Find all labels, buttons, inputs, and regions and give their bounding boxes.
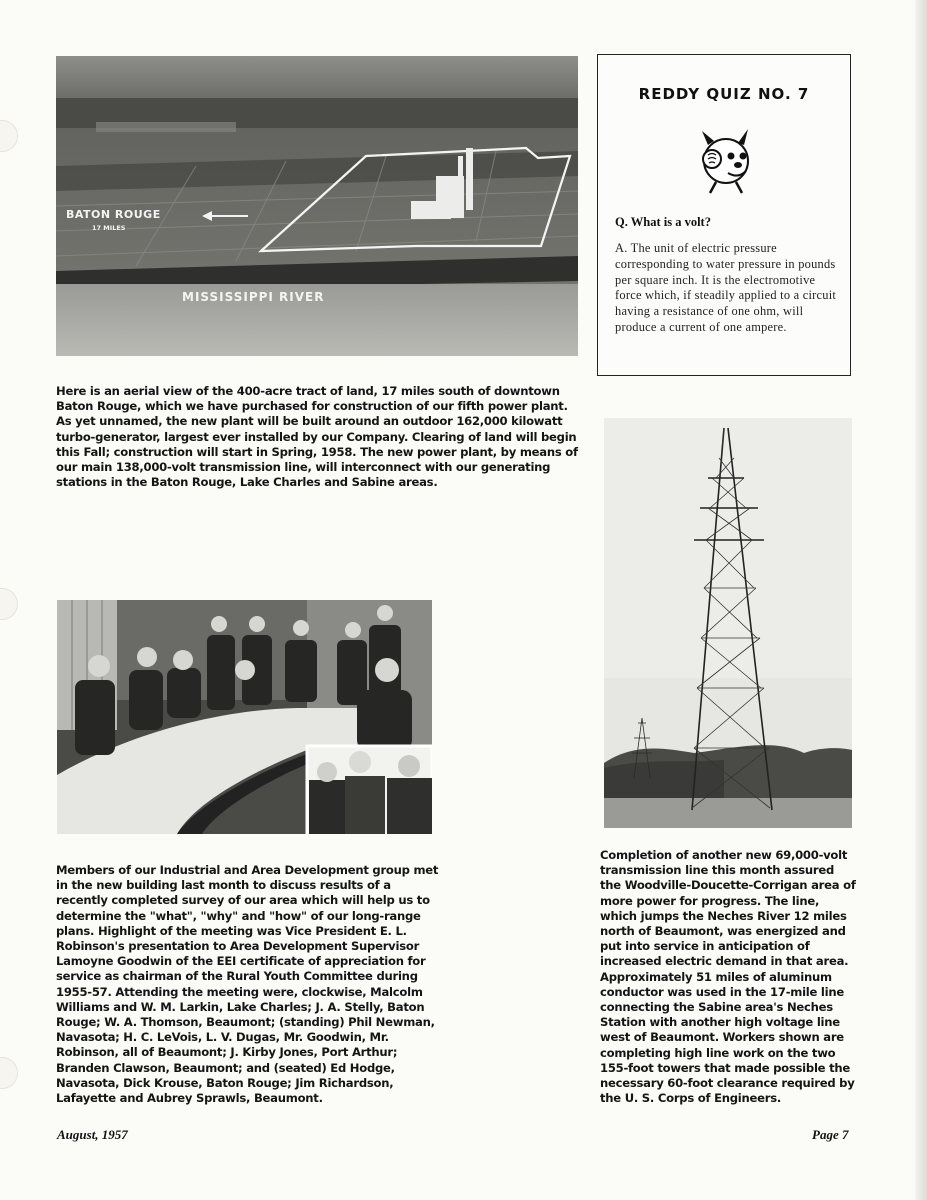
reddy-kilowatt-icon bbox=[686, 125, 766, 195]
tower-photo bbox=[604, 418, 852, 828]
quiz-answer: A. The unit of electric pressure corresponding to water pressure in pounds per square inch. It is the electromotive force which, if steadily applied to a circuit having a resistance of one ohm, will produce a current of one ampere. bbox=[615, 241, 837, 334]
quiz-question: Q. What is a volt? bbox=[615, 215, 711, 229]
binder-hole bbox=[0, 120, 18, 152]
issue-date: August, 1957 bbox=[57, 1127, 128, 1142]
label-distance: 17 MILES bbox=[92, 224, 126, 232]
aerial-photo-image bbox=[56, 56, 578, 356]
label-baton-rouge: BATON ROUGE bbox=[66, 208, 161, 221]
meeting-photo bbox=[57, 600, 432, 834]
binder-hole bbox=[0, 1057, 18, 1089]
binder-hole bbox=[0, 588, 18, 620]
page-number: Page 7 bbox=[812, 1127, 849, 1142]
label-mississippi-river: MISSISSIPPI RIVER bbox=[182, 290, 325, 304]
reddy-quiz-box bbox=[597, 54, 851, 376]
meeting-photo-image bbox=[57, 600, 432, 834]
aerial-photo bbox=[56, 56, 578, 356]
meeting-caption: Members of our Industrial and Area Development group met in the new building last month to discuss results of a recently completed survey of our area which will help us to determine the "what", "why" and "how" of our long-range plans. Highlight of the meeting was Vice President E. L. Robinson's presentation to Area Development Supervisor Lamoyne Goodwin of the EEI certificate of appreciation for service as chairman of the Rural Youth Committee during 1955-57. Attending the meeting were, clockwise, Malcolm Williams and W. M. Larkin, Lake Charles; J. A. Stelly, Baton Rouge; W. A. Thomson, Beaumont; (standing) Phil Newman, Navasota; H. C. LeVois, L. V. Dugas, Mr. Goodwin, Mr. Robinson, all of Beaumont; J. Kirby Jones, Port Arthur; Branden Clawson, Beaumont; and (seated) Ed Hodge, Navasota, Dick Krouse, Baton Rouge; Jim Richardson, Lafayette and Aubrey Sprawls, Beaumont. bbox=[56, 863, 439, 1106]
aerial-caption: Here is an aerial view of the 400-acre tract of land, 17 miles south of downtown Baton Rouge, which we have purchased for construction of our fifth power plant. As yet unnamed, the new plant will be built around an outdoor 162,000 kilowatt turbo-generator, largest ever installed by our Company. Clearing of land will begin this Fall; construction will start in Spring, 1958. The new power plant, by means of our main 138,000-volt transmission line, will interconnect with our generating stations in the Baton Rouge, Lake Charles and Sabine areas. bbox=[56, 384, 578, 490]
transmission-tower-image bbox=[604, 418, 852, 828]
tower-caption: Completion of another new 69,000-volt transmission line this month assured the Woodville-Doucette-Corrigan area of more power for progress. The line, which jumps the Neches River 12 miles north of Beaumont, was energized and put into service in anticipation of increased electric demand in that area. Approximately 51 miles of aluminum conductor was used in the 17-mile line connecting the Sabine area's Neches Station with another high voltage line west of Beaumont. Workers shown are completing high line work on the two 155-foot towers that made possible the necessary 60-foot clearance required by the U. S. Corps of Engineers. bbox=[600, 848, 856, 1106]
page-edge-shadow bbox=[915, 0, 927, 1200]
quiz-title: REDDY QUIZ NO. 7 bbox=[638, 85, 810, 103]
